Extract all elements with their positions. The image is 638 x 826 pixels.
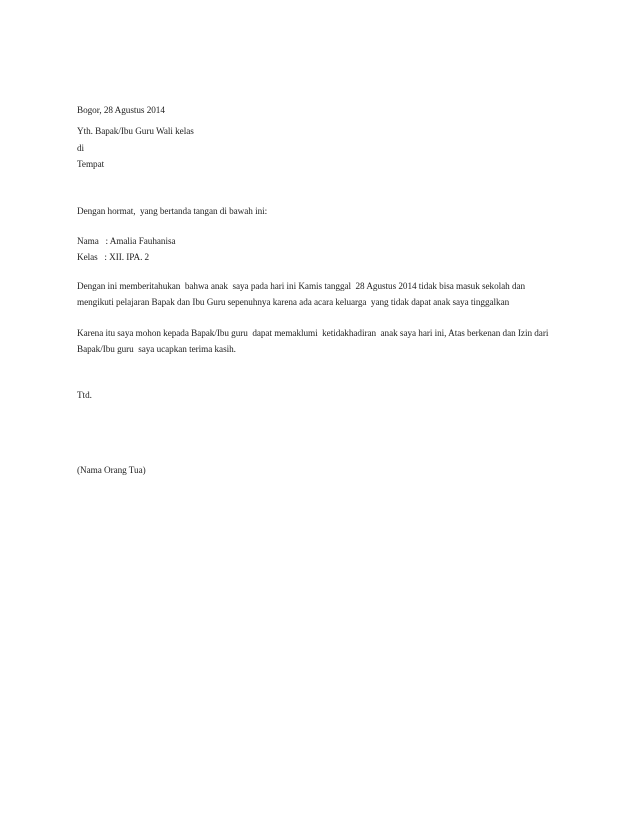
place-line: Tempat [77,159,105,169]
body-paragraph-1-line-2: mengikuti pelajaran Bapak dan Ibu Guru sepenuhnya karena ada acara keluarga yang tidak dapat anak saya tinggalkan [77,297,510,307]
greeting: Dengan hormat, yang bertanda tangan di bawah ini: [77,206,268,216]
signature-line: Ttd. [77,390,92,400]
body-paragraph-2-line-1: Karena itu saya mohon kepada Bapak/Ibu guru dapat memaklumi ketidakhadiran anak saya hari ini, Atas berkenan dan Izin dari [77,328,549,338]
di-line: di [77,143,85,153]
date-line: Bogor, 28 Agustus 2014 [77,105,165,115]
recipient-line: Yth. Bapak/Ibu Guru Wali kelas [77,126,194,136]
name-line: Nama : Amalia Fauhanisa [77,236,176,246]
signer-name: (Nama Orang Tua) [77,465,146,475]
class-line: Kelas : XII. IPA. 2 [77,252,150,262]
body-paragraph-1-line-1: Dengan ini memberitahukan bahwa anak saya pada hari ini Kamis tanggal 28 Agustus 2014 tidak bisa masuk sekolah dan [77,281,526,291]
body-paragraph-2-line-2: Bapak/Ibu guru saya ucapkan terima kasih. [77,344,236,354]
